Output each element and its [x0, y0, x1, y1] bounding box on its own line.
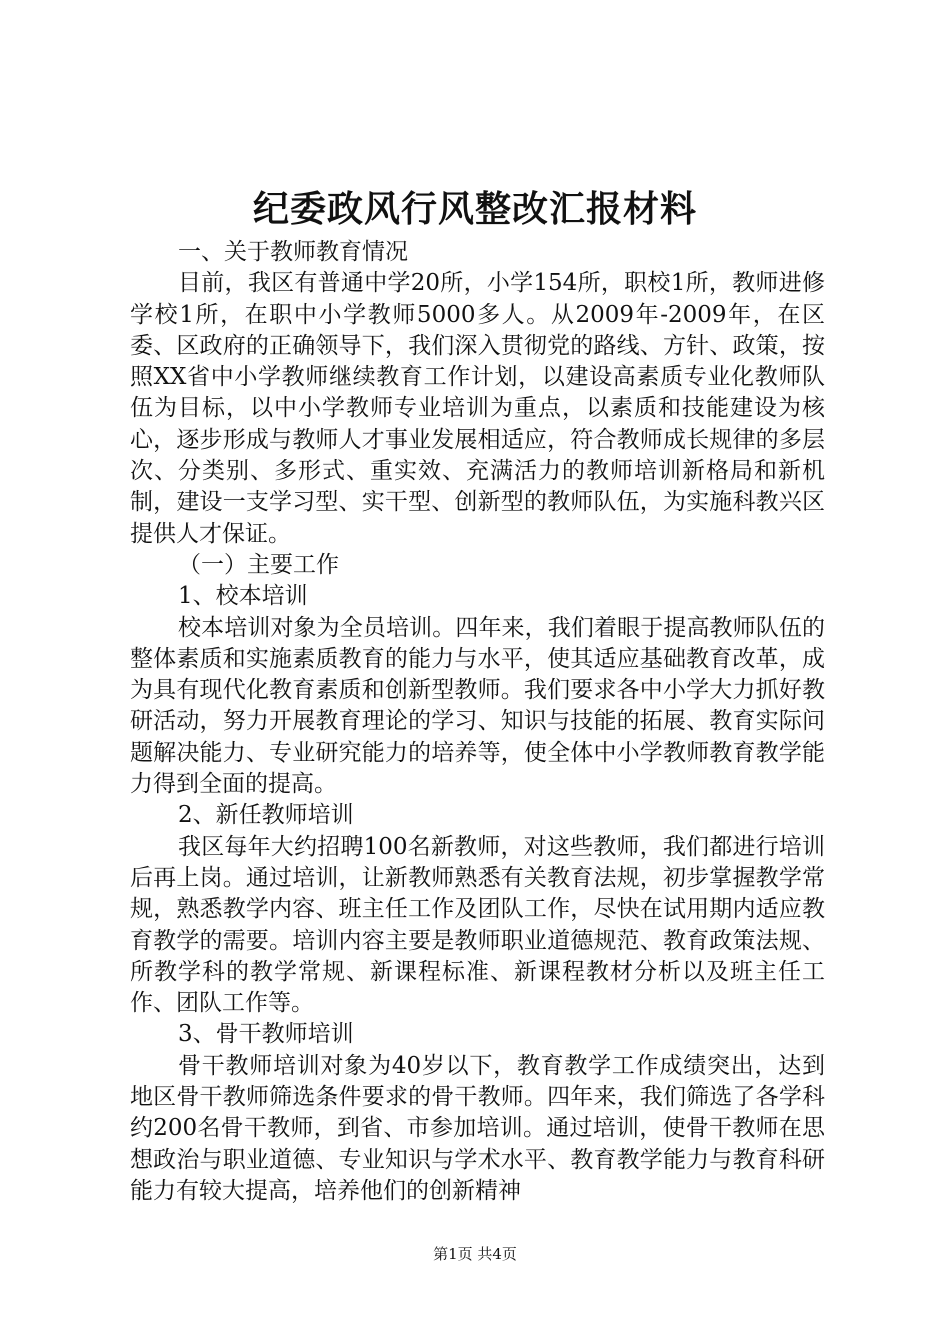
item-heading: 2、新任教师培训 [178, 802, 354, 829]
item-heading: 1、校本培训 [178, 583, 308, 610]
paragraph: 我区每年大约招聘100名新教师，对这些教师，我们都进行培训后再上岗。通过培训，让新教师熟悉有关教育法规，初步掌握教学常规，熟悉教学内容、班主任工作及团队工作，尽快在试用期内适应教育教学的需要。培训内容主要是教师职业道德规范、教育政策法规、所教学科的教学常规、新课程标准、新课程教材分析以及班主任工作、团队工作等。 [130, 833, 825, 1017]
paragraph: 校本培训对象为全员培训。四年来，我们着眼于提高教师队伍的整体素质和实施素质教育的能力与水平，使其适应基础教育改革，成为具有现代化教育素质和创新型教师。我们要求各中小学大力抓好教研活动，努力开展教育理论的学习、知识与技能的拓展、教育实际问题解决能力、专业研究能力的培养等，使全体中小学教师教育教学能力得到全面的提高。 [130, 614, 825, 798]
subsection-heading: （一）主要工作 [178, 551, 339, 578]
section-heading: 一、关于教师教育情况 [178, 239, 408, 265]
document-title: 纪委政风行风整改汇报材料 [252, 188, 697, 230]
item-heading: 3、骨干教师培训 [178, 1021, 354, 1048]
document-body [130, 237, 825, 1207]
paragraph: 目前，我区有普通中学20所，小学154所，职校1所，教师进修学校1所，在职中小学教师5000多人。从2009年-2009年，在区委、区政府的正确领导下，我们深入贯彻党的路线、方针、政策，按照XX省中小学教师继续教育工作计划，以建设高素质专业化教师队伍为目标，以中小学教师专业培训为重点，以素质和技能建设为核心，逐步形成与教师人才事业发展相适应，符合教师成长规律的多层次、分类别、多形式、重实效、充满活力的教师培训新格局和新机制，建设一支学习型、实干型、创新型的教师队伍，为实施科教兴区提供人才保证。 [130, 270, 825, 547]
page-footer: 第1页 共4页 [433, 1245, 517, 1263]
paragraph: 骨干教师培训对象为40岁以下，教育教学工作成绩突出，达到地区骨干教师筛选条件要求的骨干教师。四年来，我们筛选了各学科约200名骨干教师，到省、市参加培训。通过培训，使骨干教师在思想政治与职业道德、专业知识与学术水平、教育教学能力与教育科研能力有较大提高，培养他们的创新精神 [130, 1052, 825, 1204]
